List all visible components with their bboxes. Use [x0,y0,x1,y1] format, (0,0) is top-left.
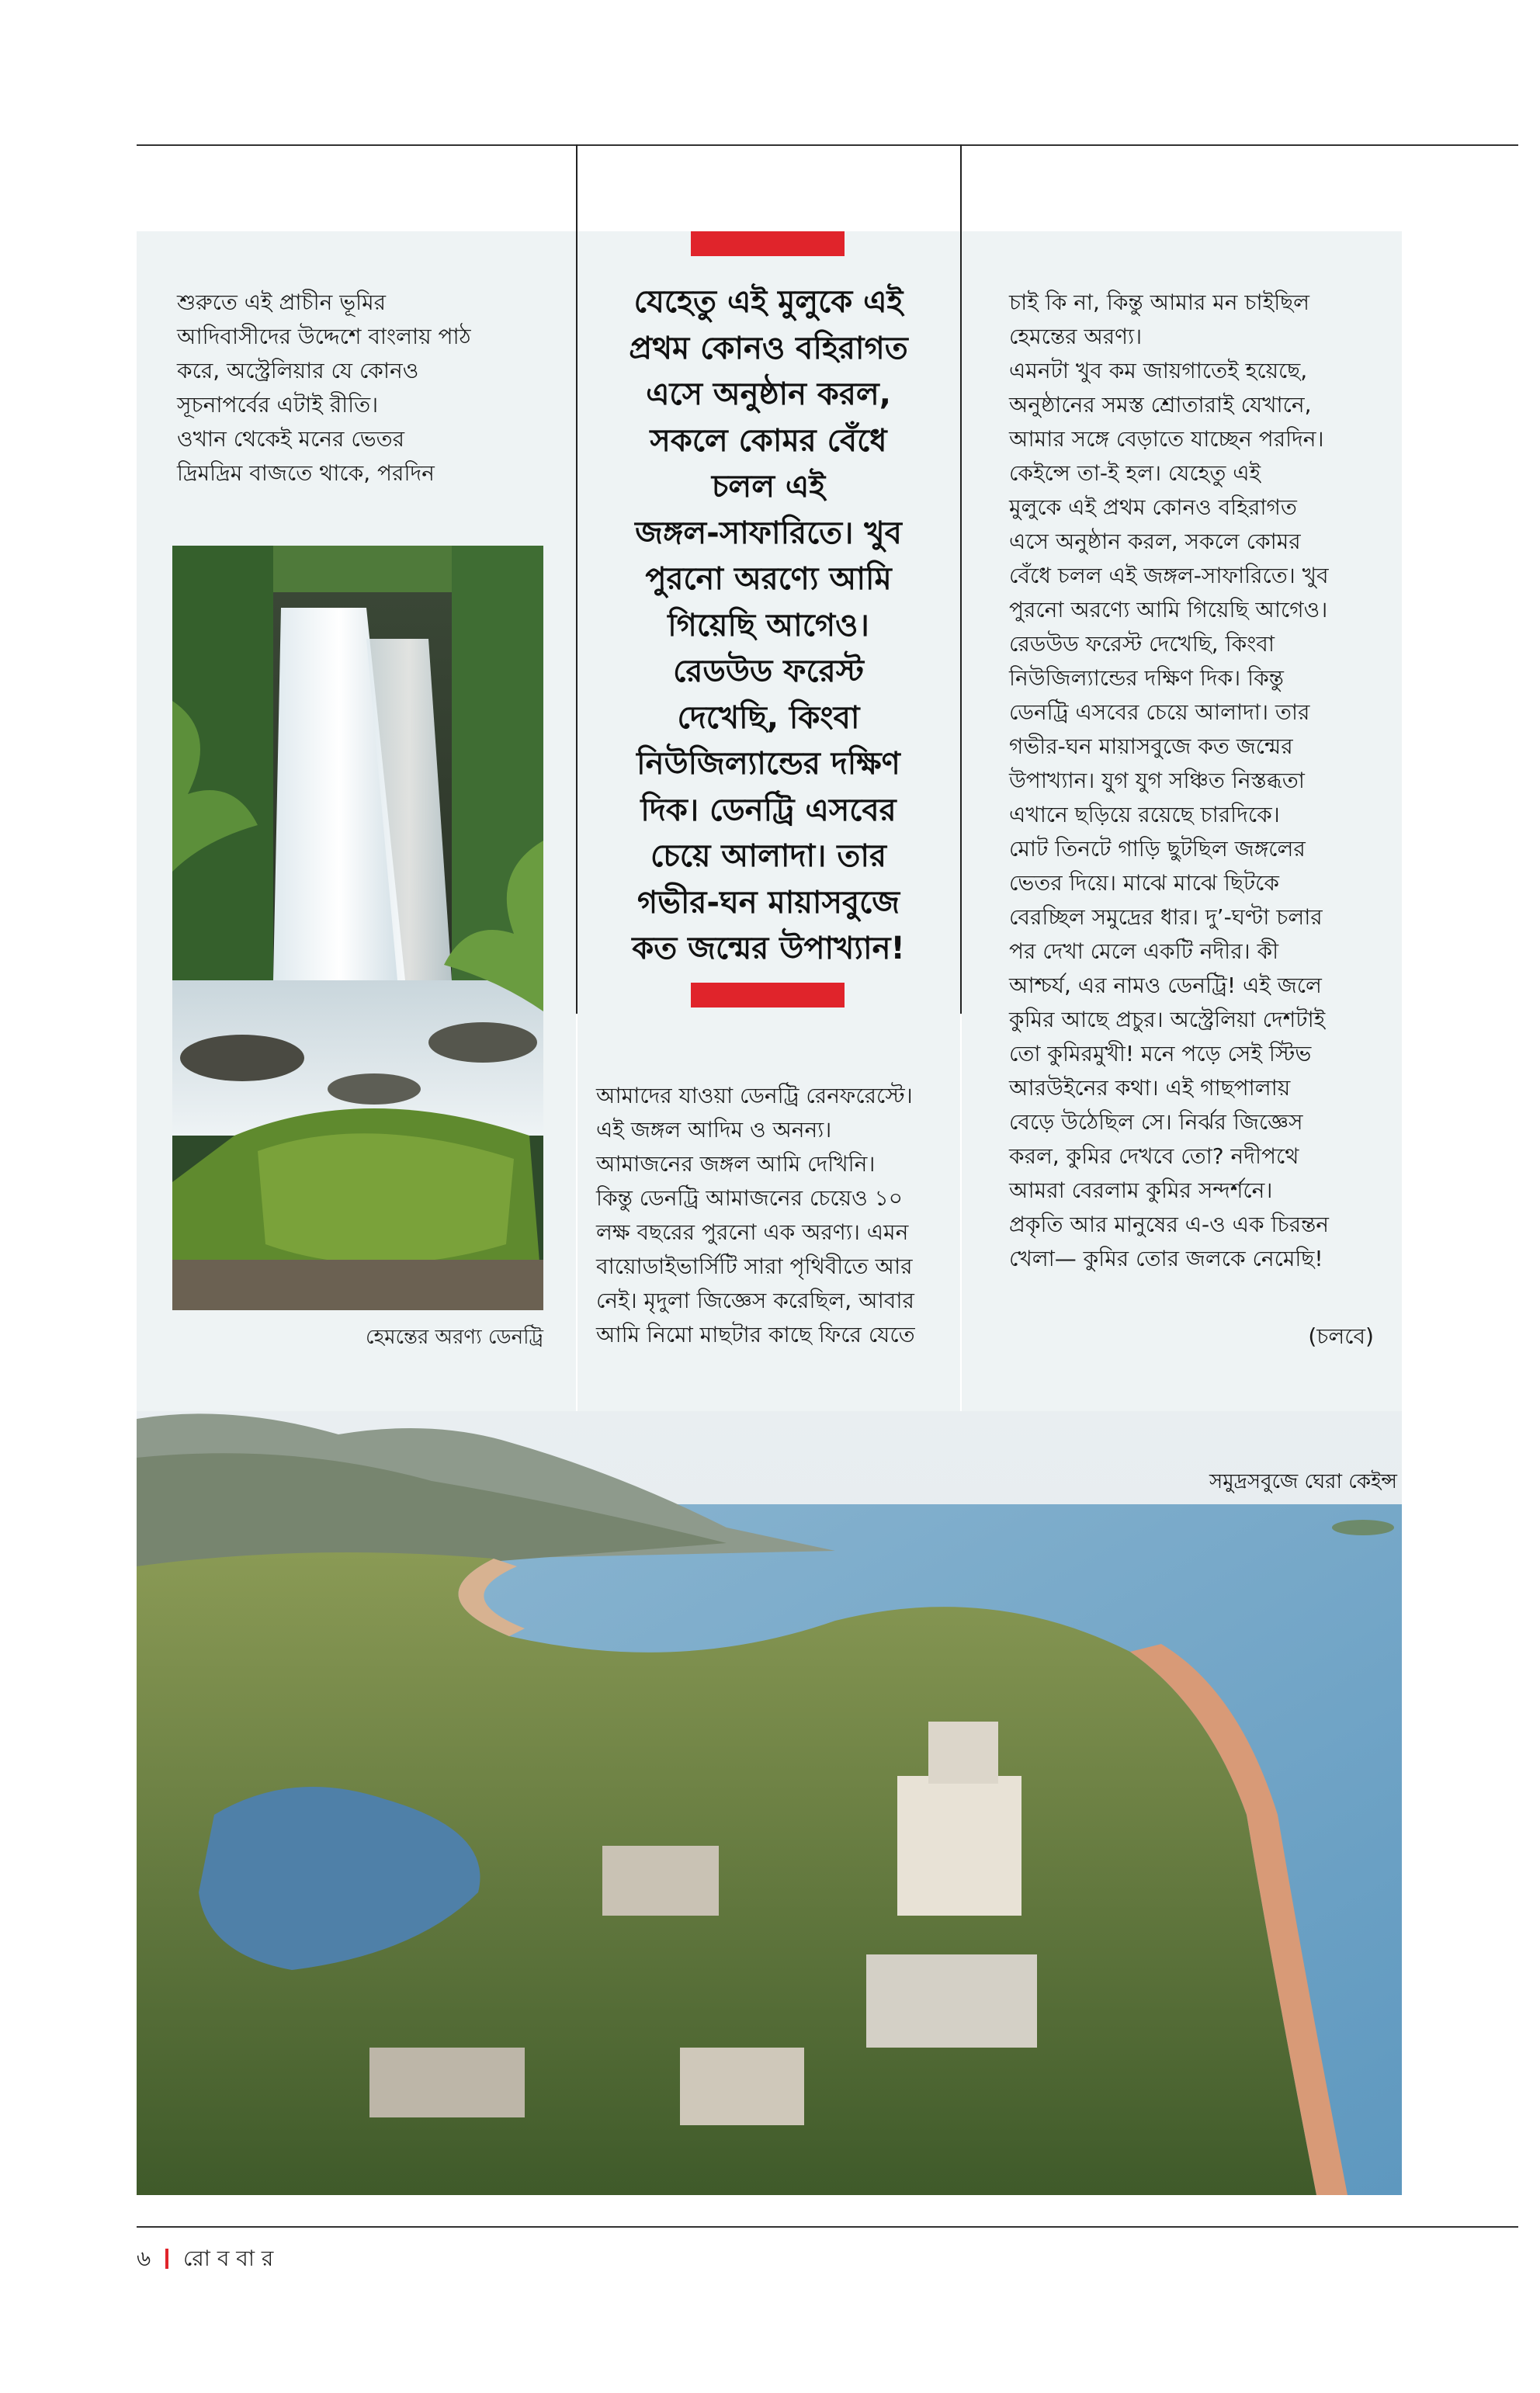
page-number: ৬ [137,2246,151,2271]
middle-column-text: আমাদের যাওয়া ডেনট্রি রেনফরেস্টে। এই জঙ্গল আদিম ও অনন্য। আমাজনের জঙ্গল আমি দেখিনি। কিন্তু ডেনট্রি আমাজনের চেয়েও ১০ লক্ষ বছরের পুরনো এক অরণ্য। এমন বায়োডাইভার্সিটি সারা পৃথিবীতে আর নেই। মৃদুলা জিজ্ঞেস করেছিল, আবার আমি নিমো মাছটার কাছে ফিরে যেতে [596,1083,915,1347]
aerial-illustration [137,1411,1402,2195]
waterfall-illustration [172,546,543,1310]
waterfall-caption: হেমন্তের অরণ্য ডেনট্রি [365,1326,543,1349]
waterfall-photo [172,546,543,1310]
footer [137,2242,273,2278]
pull-quote-bar-top [691,231,845,256]
continued-label: (চলবে) [1308,1323,1374,1349]
aerial-photo [137,1411,1402,2195]
footer-separator [165,2249,168,2269]
bottom-rule [137,2226,1518,2228]
publication-name: রো ব বা র [183,2246,274,2271]
left-column-text: শুরুতে এই প্রাচীন ভূমির আদিবাসীদের উদ্দেশে বাংলায় পাঠ করে, অস্ট্রেলিয়ার যে কোনও সূচনাপর্বের এটাই রীতি। ওখান থেকেই মনের ভেতর দ্রিমদ্রিম বাজতে থাকে, পরদিন [177,290,471,486]
pull-quote-bar-bottom [691,983,845,1007]
pull-quote: যেহেতু এই মুলুকে এই প্রথম কোনও বহিরাগত এসে অনুষ্ঠান করল, সকলে কোমর বেঁধে চলল এই জঙ্গল-সাফারিতে। খুব পুরনো অরণ্যে আমি গিয়েছি আগেও। রেডউড ফরেস্ট দেখেছি, কিংবা নিউজিল্যান্ডের দক্ষিণ দিক। ডেনট্রি এসবের চেয়ে আলাদা। তার গভীর-ঘন মায়াসবুজে কত জন্মের উপাখ্যান! [629,284,908,966]
right-column-text: চাই কি না, কিন্তু আমার মন চাইছিল হেমন্তের অরণ্য। এমনটা খুব কম জায়গাতেই হয়েছে, অনুষ্ঠানের সমস্ত শ্রোতারাই যেখানে, আমার সঙ্গে বেড়াতে যাচ্ছেন পরদিন। কেইন্সে তা-ই হল। যেহেতু এই মুলুকে এই প্রথম কোনও বহিরাগত এসে অনুষ্ঠান করল, সকলে কোমর বেঁধে চলল এই জঙ্গল-সাফারিতে। খুব পুরনো অরণ্যে আমি গিয়েছি আগেও। রেডউড ফরেস্ট দেখেছি, কিংবা নিউজিল্যান্ডের দক্ষিণ দিক। কিন্তু ডেনট্রি এসবের চেয়ে আলাদা। তার গভীর-ঘন মায়াসবুজে কত জন্মের উপাখ্যান। যুগ যুগ সঞ্চিত নিস্তব্ধতা এখানে ছড়িয়ে রয়েছে চারদিকে। মোট তিনটে গাড়ি ছুটছিল জঙ্গলের ভেতর দিয়ে। মাঝে মাঝে ছিটকে বেরচ্ছিল সমুদ্রের ধার। দু’-ঘণ্টা চলার পর দেখা মেলে একটি নদীর। কী আশ্চর্য, এর নামও ডেনট্রি! এই জলে কুমির আছে প্রচুর। অস্ট্রেলিয়া দেশটাই তো কুমিরমুখী! মনে পড়ে সেই স্টিভ আরউইনের কথা। এই গাছপালায় বেড়ে উঠেছিল সে। নির্ঝর জিজ্ঞেস করল, কুমির দেখবে তো? নদীপথে আমরা বেরলাম কুমির সন্দর্শনে। প্রকৃতি আর মানুষের এ-ও এক চিরন্তন খেলা— কুমির তোর জলকে নেমেছি! [1009,290,1329,1271]
top-rule [137,144,1518,146]
aerial-caption: সমুদ্রসবুজে ঘেরা কেইন্স [1209,1470,1397,1493]
